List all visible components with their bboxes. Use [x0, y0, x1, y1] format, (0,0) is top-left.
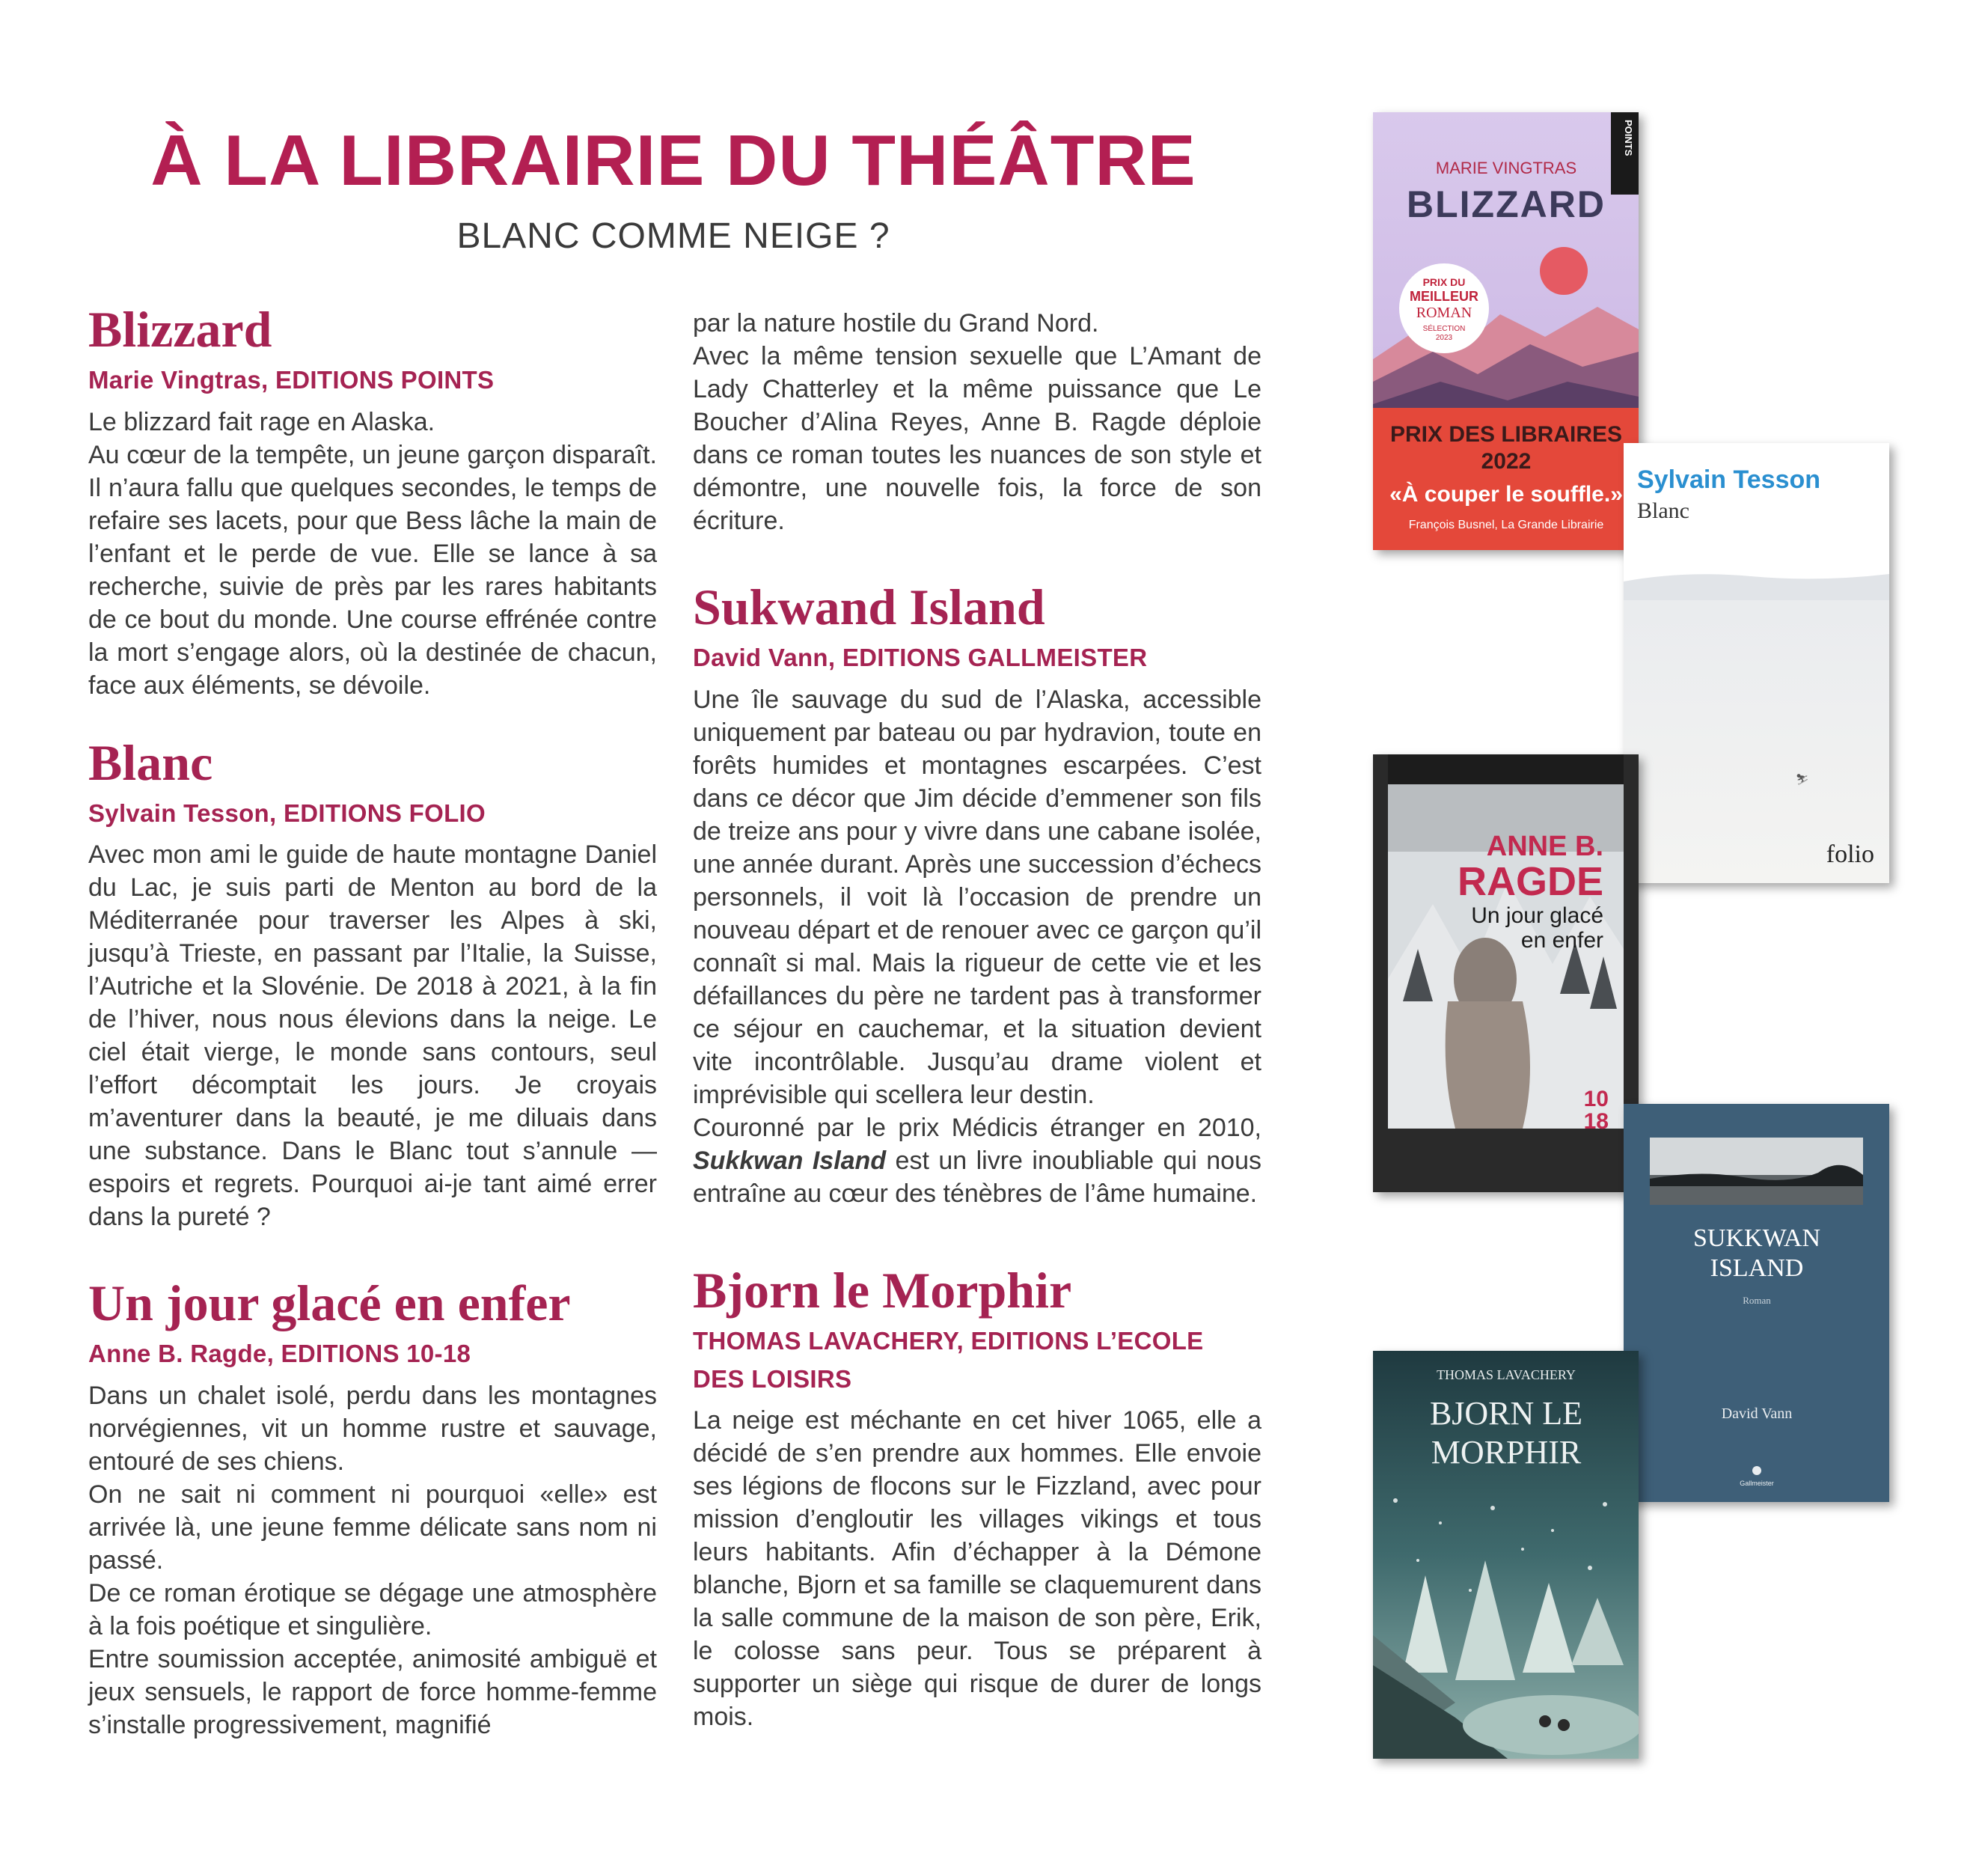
cover-sukkwan-title-2: ISLAND: [1710, 1254, 1804, 1282]
book-title-bjorn: Bjorn le Morphir: [693, 1261, 1072, 1319]
book-title-sukwand: Sukwand Island: [693, 579, 1045, 635]
cover-sukkwan-title-1: SUKKWAN: [1693, 1224, 1820, 1252]
cover-blanc-publisher: folio: [1826, 840, 1874, 868]
cover-blanc: [1624, 443, 1889, 883]
book-text-blanc: Avec mon ami le guide de haute montagne Daniel du Lac, je suis parti de Menton au bord de la Méditerranée pour traverser les Alpes à ski, jusqu’à Trieste, en passant par l’Italie, la Suisse, l’Autriche et la Slovénie. De 2018 à 2021, à la fin de l’hiver, nous nous élevions dans la neige. Le ciel était vierge, le monde sans contours, seul l’effort décomptait les jours. Je croyais m’aventurer dans la beauté, je me diluais dans une substance. Dans le Blanc tout s’annule — espoirs et regrets. Pourquoi ai-je tant aimé errer dans la pureté ?: [88, 840, 657, 1232]
page-subtitle: BLANC COMME NEIGE ?: [456, 216, 890, 256]
right-column: [693, 307, 1261, 1733]
cover-sukkwan-genre: Roman: [1743, 1295, 1771, 1306]
cover-ragde-title-2: en enfer: [1520, 928, 1603, 953]
book-author-blanc: Sylvain Tesson, EDITIONS FOLIO: [88, 799, 486, 827]
cover-blanc-title: Blanc: [1637, 498, 1689, 523]
cover-bjorn-title-2: MORPHIR: [1431, 1434, 1582, 1471]
cover-blizzard-publisher: POINTS: [1623, 120, 1634, 156]
cover-blizzard-author: MARIE VINGTRAS: [1435, 159, 1577, 177]
book-text-blizzard: Le blizzard fait rage en Alaska. Au cœur de la tempête, un jeune garçon disparaît. Il n’aura fallu que quelques secondes, le temps de refaire ses lacets, pour que Bess lâche la main de l’enfant et le perde de vue. Elle se lance à sa recherche, suivie de près par les rares habitants de ce bout du monde. Une course effrénée contre la mort s’engage alors, où la destinée de chacun, face aux éléments, se dévoile.: [88, 407, 657, 700]
book-author-blizzard: Marie Vingtras, EDITIONS POINTS: [88, 366, 495, 394]
cover-ragde-author-2: RAGDE: [1457, 859, 1603, 904]
svg-text:SÉLECTION: SÉLECTION: [1422, 325, 1466, 333]
cover-blizzard: [1373, 112, 1639, 550]
left-column: [88, 303, 657, 1741]
page-title: À LA LIBRAIRIE DU THÉÂTRE: [150, 120, 1196, 201]
cover-sukkwan: [1624, 1104, 1889, 1502]
sun-icon: [1540, 247, 1588, 295]
svg-text:«À couper le souffle.»: «À couper le souffle.»: [1389, 482, 1623, 507]
book-title-un-jour-glace: Un jour glacé en enfer: [88, 1275, 571, 1332]
book-text-un-jour-glace: Dans un chalet isolé, perdu dans les montagnes norvégiennes, vit un homme rustre et sauvage, entouré de ses chiens. On ne sait ni comment ni pourquoi «elle» est arrivée là, une jeune femme délicate sans nom ni passé. De ce roman érotique se dégage une atmosphère à la fois poétique et singulière. Entre soumission acceptée, animosité ambiguë et jeux sensuels, le rapport de force homme-femme s’installe progressivement, magnifié: [88, 1381, 657, 1739]
cover-bjorn: [1373, 1351, 1639, 1759]
book-text-sukwand-2: Couronné par le prix Médicis étranger en 2010, Sukkwan Island est un livre inoubliable qui nous entraîne au cœur des ténèbres de l’âme humaine.: [693, 1113, 1261, 1208]
svg-text:PRIX DES LIBRAIRES: PRIX DES LIBRAIRES: [1389, 422, 1623, 447]
cover-ragde-title-1: Un jour glacé: [1471, 903, 1603, 928]
book-text-un-jour-glace-cont: par la nature hostile du Grand Nord. Avec la même tension sexuelle que L’Amant de Lady Chatterley et la même puissance que Le Boucher d’Alina Reyes, Anne B. Ragde déploie dans ce roman toutes les nuances de son style et démontre, une nouvelle fois, la force de son écriture.: [693, 309, 1261, 535]
book-author-sukwand: David Vann, EDITIONS GALLMEISTER: [693, 644, 1148, 672]
cover-ragde-publisher-2: 18: [1583, 1109, 1609, 1134]
gallmeister-logo-icon: [1752, 1466, 1761, 1475]
book-title-blizzard: Blizzard: [88, 301, 272, 358]
book-text-bjorn: La neige est méchante en cet hiver 1065, elle a décidé de s’en prendre aux hommes. Elle envoie ses légions de flocons sur le Fizzland, avec pour mission d’engloutir les villages vikings et tous leurs habitants. Afin d’échapper à la Démone blanche, Bjorn et sa famille se claquemurent dans la salle commune de la maison de son père, Erik, le colosse sans peur. Tous se préparent à supporter un siège qui risque de durer de longs mois.: [693, 1406, 1261, 1732]
svg-text:2023: 2023: [1435, 334, 1453, 342]
book-author-bjorn: THOMAS LAVACHERY, EDITIONS L’ECOLE DES LOISIRS: [693, 1326, 1204, 1393]
book-title-blanc: Blanc: [88, 733, 213, 791]
figure-icon: [1539, 1715, 1551, 1727]
figure-illustration: [1446, 1001, 1530, 1129]
skier-icon: ⛷: [1796, 773, 1809, 785]
cover-blanc-author: Sylvain Tesson: [1637, 465, 1821, 494]
cover-sukkwan-publisher: Gallmeister: [1740, 1480, 1774, 1487]
cover-blizzard-title: BLIZZARD: [1407, 183, 1606, 225]
svg-text:François Busnel, La Grande Lib: François Busnel, La Grande Librairie: [1408, 519, 1604, 531]
cover-un-jour-glace: [1373, 754, 1639, 1192]
book-text-sukwand: Une île sauvage du sud de l’Alaska, accessible uniquement par bateau ou par hydravion, toute en forêts humides et montagnes escarpées. C’est dans ce décor que Jim décide d’emmener son fils de treize ans pour y vivre dans une cabane isolée, une année durant. Après une succession d’échecs personnels, il voit là l’occasion de prendre un nouveau départ et de renouer avec ce garçon qu’il connaît si mal. Mais la rigueur de cette vie et les défaillances du père ne tardent pas à transformer ce séjour en cauchemar, et la situation devient vite incontrôlable. Jusqu’au drame violent et imprévisible qui scellera leur destin.: [693, 685, 1261, 1109]
book-author-un-jour-glace: Anne B. Ragde, EDITIONS 10-18: [88, 1340, 471, 1368]
cover-ragde-publisher-1: 10: [1583, 1087, 1609, 1111]
cover-bjorn-title-1: BJORN LE: [1429, 1395, 1583, 1432]
cover-sukkwan-author: David Vann: [1721, 1405, 1793, 1422]
svg-text:ROMAN: ROMAN: [1416, 305, 1472, 321]
cover-ragde-author-1: ANNE B.: [1486, 831, 1603, 862]
cover-bjorn-author: THOMAS LAVACHERY: [1437, 1367, 1576, 1382]
svg-text:MEILLEUR: MEILLEUR: [1410, 289, 1478, 304]
svg-text:2022: 2022: [1481, 449, 1532, 474]
svg-text:PRIX DU: PRIX DU: [1422, 276, 1466, 288]
